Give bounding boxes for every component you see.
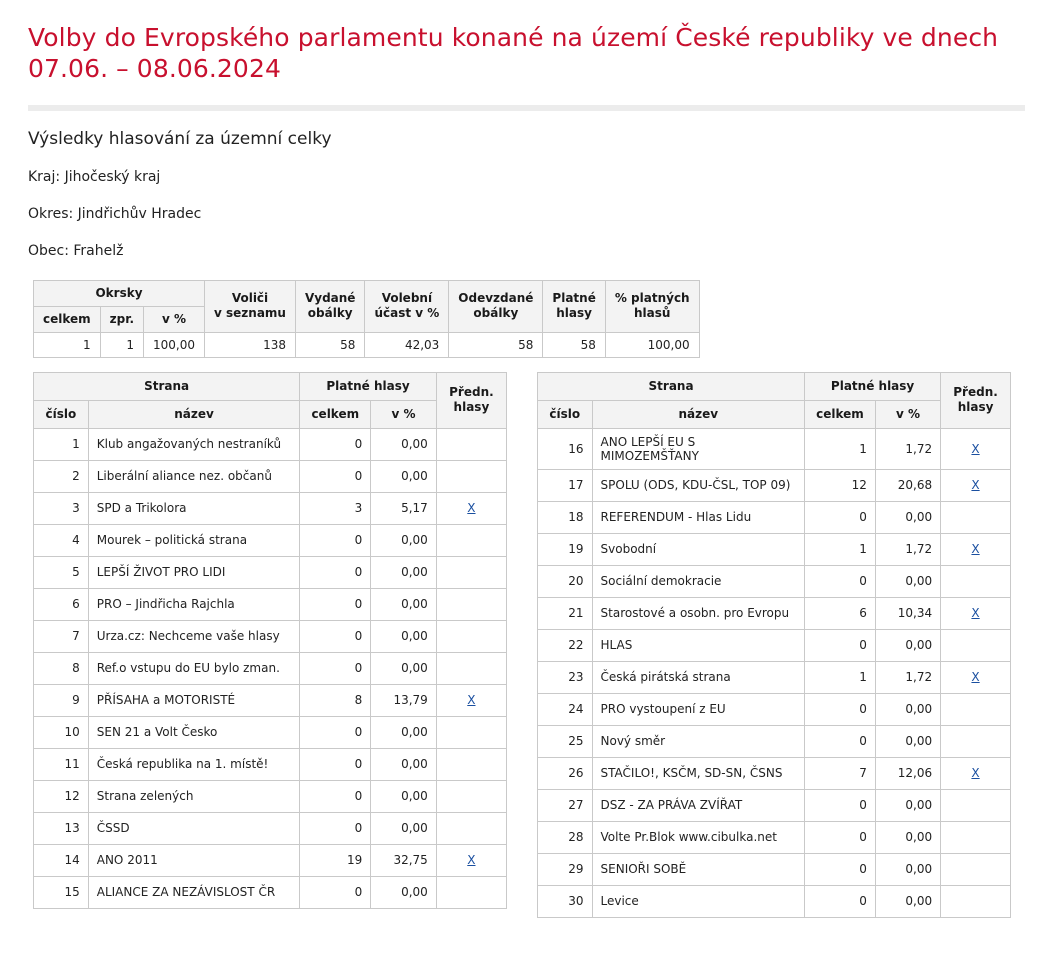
cell-cislo: 8 bbox=[34, 652, 89, 684]
cell-celkem: 1 bbox=[805, 661, 876, 693]
cell-nazev: Volte Pr.Blok www.cibulka.net bbox=[592, 821, 805, 853]
cell-cislo: 24 bbox=[538, 693, 593, 725]
th-ucast-line1: Volební bbox=[381, 291, 433, 305]
pref-votes-link[interactable]: X bbox=[971, 441, 980, 456]
cell-cislo: 12 bbox=[34, 780, 89, 812]
cell-cislo: 9 bbox=[34, 684, 89, 716]
td-vydane: 58 bbox=[295, 332, 364, 357]
cell-pct: 10,34 bbox=[875, 597, 940, 629]
party-right-header-row-2 bbox=[538, 400, 1011, 428]
party-tables-container bbox=[33, 372, 1025, 918]
table-row bbox=[34, 620, 507, 652]
td-platne: 58 bbox=[543, 332, 605, 357]
cell-nazev: Liberální aliance nez. občanů bbox=[88, 460, 300, 492]
cell-cislo: 4 bbox=[34, 524, 89, 556]
cell-pct: 0,00 bbox=[875, 725, 940, 757]
cell-pct: 0,00 bbox=[371, 620, 437, 652]
cell-nazev: DSZ - ZA PRÁVA ZVÍŘAT bbox=[592, 789, 805, 821]
cell-celkem: 0 bbox=[300, 460, 371, 492]
cell-pref[interactable] bbox=[941, 693, 1011, 725]
th-left-predn-line2: hlasy bbox=[453, 400, 490, 414]
cell-pct: 0,00 bbox=[875, 853, 940, 885]
cell-cislo: 30 bbox=[538, 885, 593, 917]
th-platne-line2: hlasy bbox=[556, 306, 592, 320]
title-divider bbox=[28, 105, 1025, 111]
municipality-label: Obec: Frahelž bbox=[28, 242, 124, 259]
table-row bbox=[34, 460, 507, 492]
turnout-table bbox=[33, 280, 700, 358]
table-row bbox=[34, 652, 507, 684]
cell-nazev: HLAS bbox=[592, 629, 805, 661]
cell-pref[interactable] bbox=[436, 844, 506, 876]
pref-votes-link[interactable]: X bbox=[467, 693, 476, 707]
table-row bbox=[34, 492, 507, 524]
cell-cislo: 11 bbox=[34, 748, 89, 780]
cell-cislo: 2 bbox=[34, 460, 89, 492]
th-platne-line1: Platné bbox=[552, 291, 596, 305]
cell-nazev: SEN 21 a Volt Česko bbox=[88, 716, 300, 748]
cell-nazev: Česká republika na 1. místě! bbox=[88, 748, 300, 780]
th-volebni-ucast bbox=[365, 280, 449, 332]
th-left-platne-hlasy: Platné hlasy bbox=[300, 372, 437, 400]
pref-votes-link[interactable]: X bbox=[467, 853, 476, 867]
table-row bbox=[538, 789, 1011, 821]
cell-pref[interactable] bbox=[941, 725, 1011, 757]
cell-celkem: 0 bbox=[300, 428, 371, 460]
th-right-platne-hlasy: Platné hlasy bbox=[805, 372, 941, 400]
pref-votes-link[interactable]: X bbox=[971, 670, 980, 684]
td-platnych-proc: 100,00 bbox=[605, 332, 699, 357]
cell-pct: 0,00 bbox=[875, 693, 940, 725]
th-vydane-line2: obálky bbox=[307, 306, 353, 320]
cell-nazev: SPOLU (ODS, KDU-ČSL, TOP 09) bbox=[592, 469, 805, 501]
th-volici-line2: v seznamu bbox=[214, 306, 286, 320]
th-right-vproc: v % bbox=[875, 400, 940, 428]
cell-pref[interactable] bbox=[436, 524, 506, 556]
cell-pct: 1,72 bbox=[875, 661, 940, 693]
cell-pct: 20,68 bbox=[875, 469, 940, 501]
cell-celkem: 0 bbox=[805, 725, 876, 757]
table-row bbox=[538, 725, 1011, 757]
th-left-celkem: celkem bbox=[300, 400, 371, 428]
cell-pref[interactable] bbox=[436, 620, 506, 652]
th-right-nazev: název bbox=[592, 400, 805, 428]
cell-pct: 0,00 bbox=[371, 876, 437, 908]
cell-celkem: 0 bbox=[300, 876, 371, 908]
cell-pref[interactable] bbox=[436, 652, 506, 684]
cell-pct: 0,00 bbox=[371, 428, 437, 460]
cell-pct: 0,00 bbox=[875, 885, 940, 917]
table-row bbox=[34, 588, 507, 620]
th-odevzdane-line1: Odevzdané bbox=[458, 291, 534, 305]
district-label: Okres: Jindřichův Hradec bbox=[28, 205, 202, 222]
table-row bbox=[538, 661, 1011, 693]
table-row bbox=[538, 885, 1011, 917]
cell-cislo: 7 bbox=[34, 620, 89, 652]
cell-cislo: 23 bbox=[538, 661, 593, 693]
cell-pct: 32,75 bbox=[371, 844, 437, 876]
cell-pref[interactable] bbox=[436, 460, 506, 492]
cell-celkem: 0 bbox=[805, 693, 876, 725]
cell-pct: 1,72 bbox=[875, 428, 940, 469]
table-row bbox=[34, 748, 507, 780]
cell-pct: 5,17 bbox=[371, 492, 437, 524]
table-row bbox=[34, 876, 507, 908]
cell-nazev: SPD a Trikolora bbox=[88, 492, 300, 524]
cell-pref[interactable] bbox=[436, 748, 506, 780]
th-okrsky-zpr: zpr. bbox=[100, 306, 143, 332]
cell-nazev: LEPŠÍ ŽIVOT PRO LIDI bbox=[88, 556, 300, 588]
results-subtitle: Výsledky hlasování za územní celky bbox=[28, 128, 332, 149]
table-row bbox=[538, 757, 1011, 789]
td-okrsky-celkem: 1 bbox=[34, 332, 101, 357]
cell-nazev: Nový směr bbox=[592, 725, 805, 757]
th-left-strana: Strana bbox=[34, 372, 300, 400]
pref-votes-link[interactable]: X bbox=[467, 501, 476, 515]
cell-pct: 0,00 bbox=[371, 748, 437, 780]
th-left-predn-line1: Předn. bbox=[449, 385, 494, 399]
table-row bbox=[34, 844, 507, 876]
cell-nazev: Mourek – politická strana bbox=[88, 524, 300, 556]
cell-pct: 12,06 bbox=[875, 757, 940, 789]
pref-votes-link[interactable]: X bbox=[971, 606, 980, 620]
cell-pct: 0,00 bbox=[371, 588, 437, 620]
cell-celkem: 0 bbox=[805, 821, 876, 853]
table-row bbox=[34, 716, 507, 748]
cell-nazev: Levice bbox=[592, 885, 805, 917]
cell-celkem: 0 bbox=[300, 556, 371, 588]
td-volici: 138 bbox=[205, 332, 296, 357]
cell-celkem: 1 bbox=[805, 428, 876, 469]
cell-nazev: Starostové a osobn. pro Evropu bbox=[592, 597, 805, 629]
th-right-cislo: číslo bbox=[538, 400, 593, 428]
table-row bbox=[538, 693, 1011, 725]
cell-cislo: 6 bbox=[34, 588, 89, 620]
th-okrsky-celkem: celkem bbox=[34, 306, 101, 332]
cell-nazev: ALIANCE ZA NEZÁVISLOST ČR bbox=[88, 876, 300, 908]
cell-nazev: PRO – Jindřicha Rajchla bbox=[88, 588, 300, 620]
cell-pct: 0,00 bbox=[371, 780, 437, 812]
pref-votes-link[interactable]: X bbox=[971, 478, 980, 492]
cell-cislo: 1 bbox=[34, 428, 89, 460]
cell-celkem: 0 bbox=[300, 620, 371, 652]
cell-celkem: 0 bbox=[300, 748, 371, 780]
cell-cislo: 25 bbox=[538, 725, 593, 757]
cell-cislo: 15 bbox=[34, 876, 89, 908]
cell-nazev: Ref.o vstupu do EU bylo zman. bbox=[88, 652, 300, 684]
th-right-predn-line1: Předn. bbox=[953, 385, 998, 399]
cell-celkem: 0 bbox=[300, 780, 371, 812]
td-ucast: 42,03 bbox=[365, 332, 449, 357]
cell-celkem: 0 bbox=[805, 885, 876, 917]
table-row bbox=[34, 428, 507, 460]
cell-nazev: ANO 2011 bbox=[88, 844, 300, 876]
page-title: Volby do Evropského parlamentu konané na území České republiky ve dnech 07.06. – 08.06.2024 bbox=[28, 23, 999, 84]
table-row bbox=[34, 524, 507, 556]
table-row bbox=[34, 684, 507, 716]
cell-pref[interactable] bbox=[941, 853, 1011, 885]
cell-pref[interactable] bbox=[436, 556, 506, 588]
cell-celkem: 0 bbox=[805, 501, 876, 533]
cell-celkem: 0 bbox=[300, 588, 371, 620]
cell-nazev: PRO vystoupení z EU bbox=[592, 693, 805, 725]
cell-pref[interactable] bbox=[436, 588, 506, 620]
th-platnych-line2: hlasů bbox=[634, 306, 671, 320]
cell-nazev: Urza.cz: Nechceme vaše hlasy bbox=[88, 620, 300, 652]
th-right-predn-line2: hlasy bbox=[957, 400, 994, 414]
party-table-left bbox=[33, 372, 507, 909]
table-row bbox=[538, 501, 1011, 533]
table-row bbox=[538, 629, 1011, 661]
td-odevzdane: 58 bbox=[449, 332, 543, 357]
cell-pct: 0,00 bbox=[875, 629, 940, 661]
cell-pref[interactable] bbox=[941, 757, 1011, 789]
cell-celkem: 3 bbox=[300, 492, 371, 524]
cell-pref[interactable] bbox=[436, 716, 506, 748]
cell-nazev: Sociální demokracie bbox=[592, 565, 805, 597]
cell-nazev: REFERENDUM - Hlas Lidu bbox=[592, 501, 805, 533]
cell-pref[interactable] bbox=[436, 492, 506, 524]
cell-pref[interactable] bbox=[941, 629, 1011, 661]
cell-celkem: 0 bbox=[805, 853, 876, 885]
cell-pct: 0,00 bbox=[371, 812, 437, 844]
th-left-predn-hlasy bbox=[436, 372, 506, 428]
party-right-header-row-1 bbox=[538, 372, 1011, 400]
td-okrsky-proc: 100,00 bbox=[144, 332, 205, 357]
cell-pct: 0,00 bbox=[371, 716, 437, 748]
cell-pref[interactable] bbox=[941, 469, 1011, 501]
cell-pct: 0,00 bbox=[875, 821, 940, 853]
th-vydane-obalky bbox=[295, 280, 364, 332]
cell-cislo: 5 bbox=[34, 556, 89, 588]
cell-cislo: 3 bbox=[34, 492, 89, 524]
turnout-data-row bbox=[34, 332, 700, 357]
cell-pref[interactable] bbox=[941, 565, 1011, 597]
cell-celkem: 8 bbox=[300, 684, 371, 716]
cell-cislo: 13 bbox=[34, 812, 89, 844]
cell-cislo: 21 bbox=[538, 597, 593, 629]
cell-celkem: 1 bbox=[805, 533, 876, 565]
table-row bbox=[538, 597, 1011, 629]
pref-votes-link[interactable]: X bbox=[971, 766, 980, 780]
cell-pct: 0,00 bbox=[875, 789, 940, 821]
td-okrsky-zpr: 1 bbox=[100, 332, 143, 357]
party-left-header-row-2 bbox=[34, 400, 507, 428]
cell-pct: 0,00 bbox=[875, 565, 940, 597]
cell-nazev: Česká pirátská strana bbox=[592, 661, 805, 693]
cell-celkem: 0 bbox=[300, 524, 371, 556]
cell-pref[interactable] bbox=[941, 661, 1011, 693]
th-odevzdane-line2: obálky bbox=[473, 306, 519, 320]
cell-pref[interactable] bbox=[436, 684, 506, 716]
cell-pref[interactable] bbox=[941, 885, 1011, 917]
cell-celkem: 0 bbox=[300, 812, 371, 844]
cell-celkem: 0 bbox=[300, 716, 371, 748]
th-left-vproc: v % bbox=[371, 400, 437, 428]
cell-celkem: 7 bbox=[805, 757, 876, 789]
cell-pref[interactable] bbox=[436, 812, 506, 844]
pref-votes-link[interactable]: X bbox=[971, 542, 980, 556]
th-right-strana: Strana bbox=[538, 372, 805, 400]
cell-pct: 0,00 bbox=[371, 524, 437, 556]
cell-cislo: 17 bbox=[538, 469, 593, 501]
cell-pct: 0,00 bbox=[875, 501, 940, 533]
cell-cislo: 18 bbox=[538, 501, 593, 533]
table-row bbox=[538, 469, 1011, 501]
cell-cislo: 20 bbox=[538, 565, 593, 597]
th-ucast-line2: účast v % bbox=[374, 306, 440, 320]
table-row bbox=[538, 428, 1011, 469]
cell-cislo: 19 bbox=[538, 533, 593, 565]
th-odevzdane-obalky bbox=[449, 280, 543, 332]
cell-cislo: 16 bbox=[538, 428, 593, 469]
cell-pref[interactable] bbox=[436, 876, 506, 908]
cell-pref[interactable] bbox=[436, 428, 506, 460]
cell-pref[interactable] bbox=[941, 501, 1011, 533]
cell-nazev: ANO LEPŠÍ EU S MIMOZEMŠŤANY bbox=[592, 428, 805, 469]
cell-celkem: 12 bbox=[805, 469, 876, 501]
cell-nazev: ČSSD bbox=[88, 812, 300, 844]
cell-pct: 0,00 bbox=[371, 556, 437, 588]
table-row bbox=[34, 812, 507, 844]
cell-pct: 0,00 bbox=[371, 460, 437, 492]
cell-pct: 0,00 bbox=[371, 652, 437, 684]
table-row bbox=[34, 780, 507, 812]
cell-nazev: PŘÍSAHA a MOTORISTÉ bbox=[88, 684, 300, 716]
cell-pref[interactable] bbox=[941, 533, 1011, 565]
table-row bbox=[538, 565, 1011, 597]
th-procent-platnych bbox=[605, 280, 699, 332]
cell-cislo: 28 bbox=[538, 821, 593, 853]
cell-cislo: 26 bbox=[538, 757, 593, 789]
th-volici-line1: Voliči bbox=[231, 291, 269, 305]
th-left-cislo: číslo bbox=[34, 400, 89, 428]
turnout-header-row-1 bbox=[34, 280, 700, 306]
cell-nazev: Svobodní bbox=[592, 533, 805, 565]
cell-pref[interactable] bbox=[941, 789, 1011, 821]
cell-celkem: 0 bbox=[300, 652, 371, 684]
cell-cislo: 10 bbox=[34, 716, 89, 748]
table-row bbox=[538, 853, 1011, 885]
cell-nazev: SENIOŘI SOBĚ bbox=[592, 853, 805, 885]
cell-celkem: 0 bbox=[805, 565, 876, 597]
cell-nazev: STAČILO!, KSČM, SD-SN, ČSNS bbox=[592, 757, 805, 789]
cell-cislo: 27 bbox=[538, 789, 593, 821]
th-platne-hlasy bbox=[543, 280, 605, 332]
cell-cislo: 22 bbox=[538, 629, 593, 661]
th-vydane-line1: Vydané bbox=[304, 291, 356, 305]
cell-celkem: 19 bbox=[300, 844, 371, 876]
table-row bbox=[538, 821, 1011, 853]
table-row bbox=[538, 533, 1011, 565]
th-right-predn-hlasy bbox=[941, 372, 1011, 428]
party-table-right bbox=[537, 372, 1011, 918]
cell-pct: 1,72 bbox=[875, 533, 940, 565]
cell-nazev: Strana zelených bbox=[88, 780, 300, 812]
cell-pref[interactable] bbox=[436, 780, 506, 812]
cell-cislo: 29 bbox=[538, 853, 593, 885]
th-left-nazev: název bbox=[88, 400, 300, 428]
cell-pct: 13,79 bbox=[371, 684, 437, 716]
cell-celkem: 0 bbox=[805, 629, 876, 661]
th-volici bbox=[205, 280, 296, 332]
cell-cislo: 14 bbox=[34, 844, 89, 876]
cell-celkem: 6 bbox=[805, 597, 876, 629]
th-platnych-line1: % platných bbox=[614, 291, 690, 305]
th-okrsky: Okrsky bbox=[34, 280, 205, 306]
cell-pref[interactable] bbox=[941, 428, 1011, 469]
th-okrsky-vproc: v % bbox=[144, 306, 205, 332]
cell-pref[interactable] bbox=[941, 821, 1011, 853]
cell-pref[interactable] bbox=[941, 597, 1011, 629]
party-left-header-row-1 bbox=[34, 372, 507, 400]
th-right-celkem: celkem bbox=[805, 400, 876, 428]
region-label: Kraj: Jihočeský kraj bbox=[28, 168, 161, 185]
cell-nazev: Klub angažovaných nestraníků bbox=[88, 428, 300, 460]
table-row bbox=[34, 556, 507, 588]
cell-celkem: 0 bbox=[805, 789, 876, 821]
